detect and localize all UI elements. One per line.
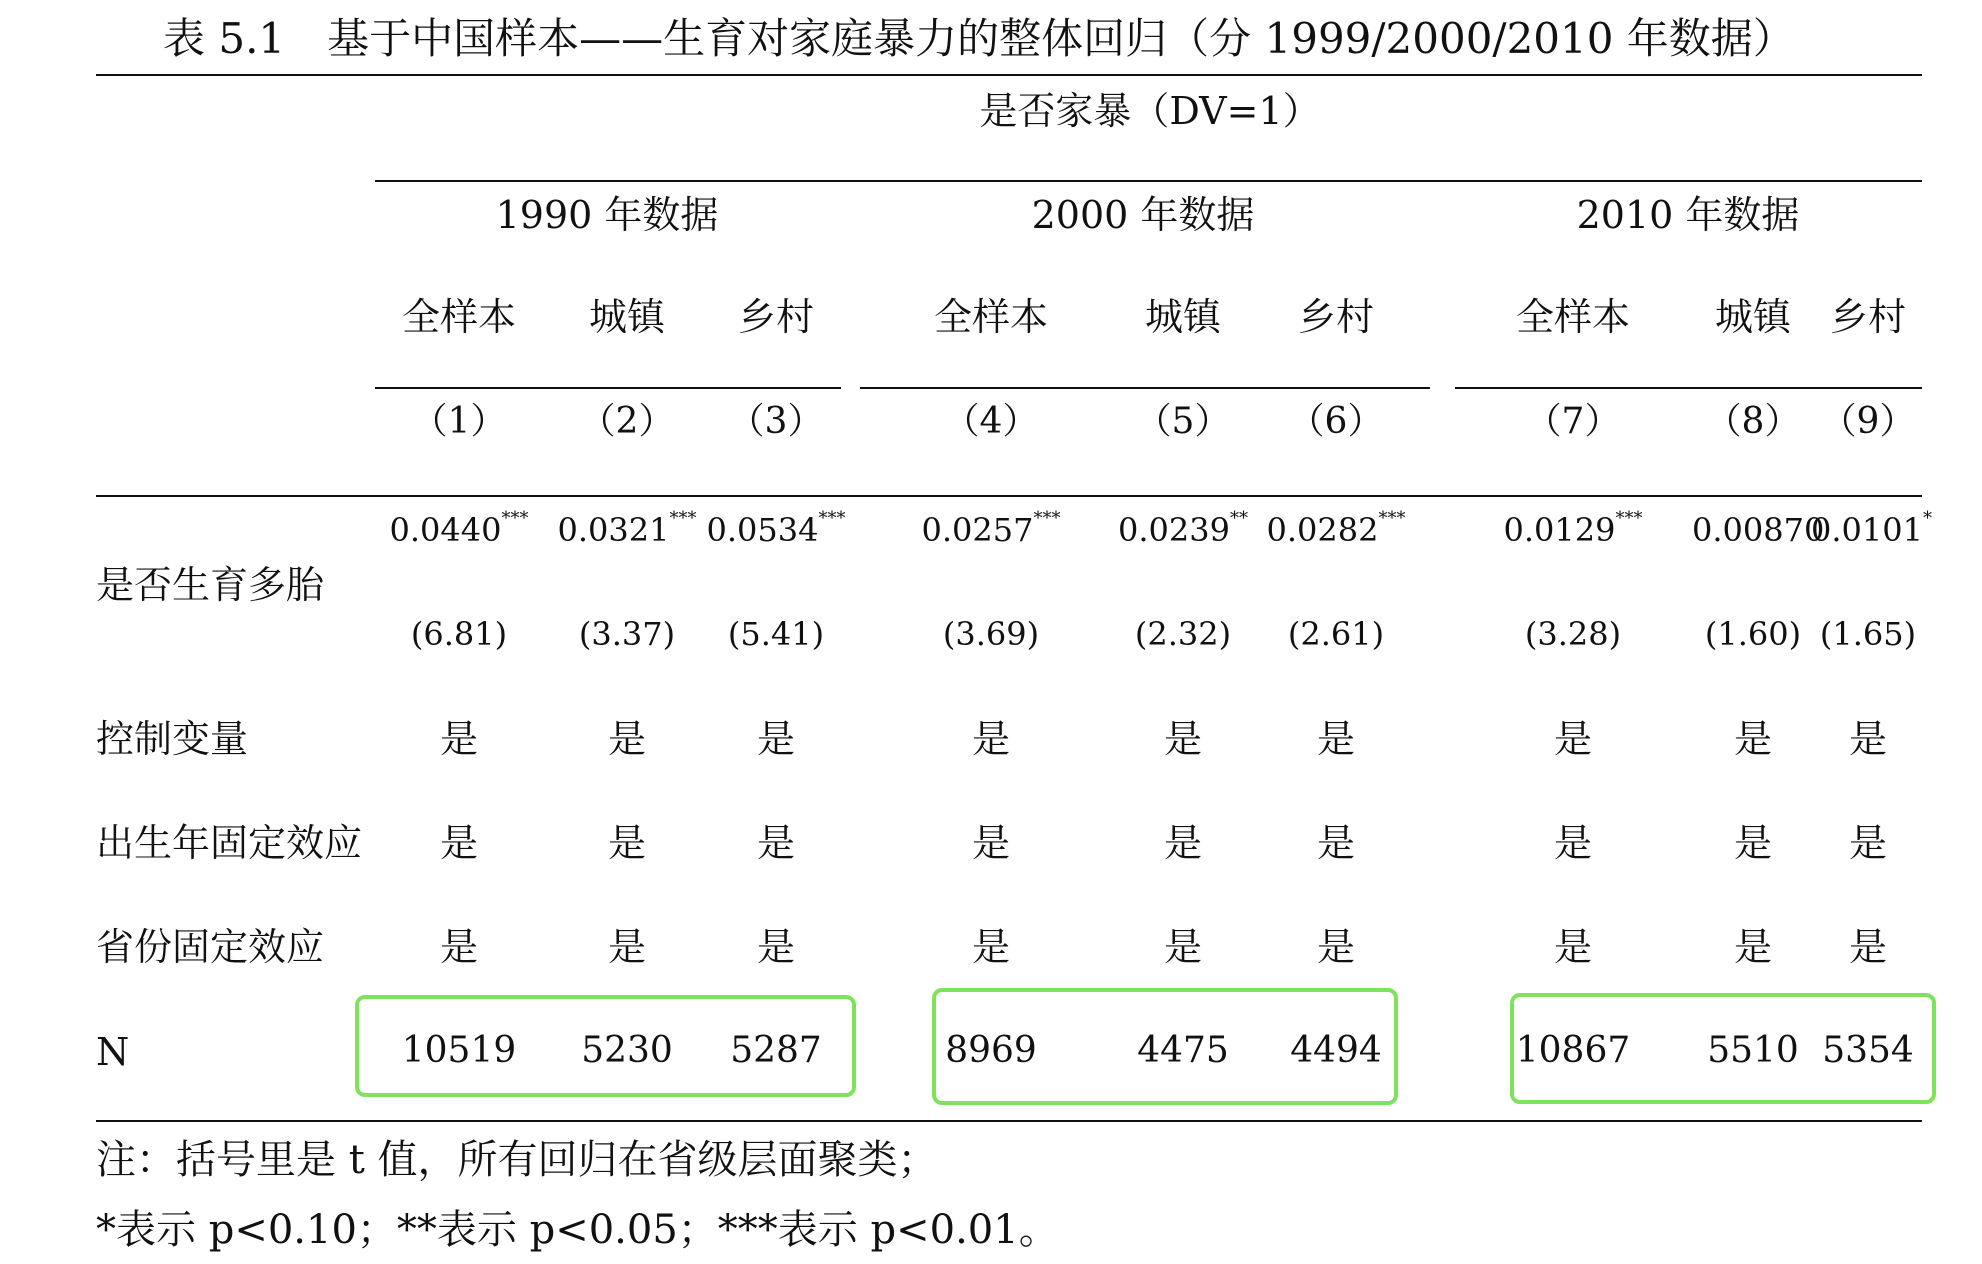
- table-cell: 是: [1163, 925, 1203, 969]
- subgroup-header: 乡村: [1829, 295, 1907, 339]
- table-title: 表 5.1 基于中国样本——生育对家庭暴力的整体回归（分 1999/2000/2010 年数据）: [163, 14, 1795, 63]
- table-cell: 是: [1733, 821, 1773, 865]
- table-cell: 是: [607, 925, 647, 969]
- table-cell: 是: [1163, 821, 1203, 865]
- table-cell: 是: [607, 821, 647, 865]
- t-value-cell: (2.32): [1134, 615, 1232, 653]
- table-cell: 是: [971, 717, 1011, 761]
- n-value-cell: 4494: [1290, 1030, 1382, 1071]
- column-number: （4）: [943, 401, 1039, 442]
- table-note-clustering: 注：括号里是 t 值，所有回归在省级层面聚类；: [96, 1137, 938, 1183]
- coefficient-cell: 0.0440***: [389, 508, 529, 549]
- table-cell: 是: [1163, 717, 1203, 761]
- table-cell: 是: [607, 717, 647, 761]
- table-cell: 是: [1848, 821, 1888, 865]
- table-cell: 是: [1316, 821, 1356, 865]
- row-label-controls: 控制变量: [96, 717, 249, 761]
- table-cell: 是: [971, 925, 1011, 969]
- column-number: （2）: [579, 401, 675, 442]
- t-value-cell: (5.41): [727, 615, 825, 653]
- year-header-2010: 2010 年数据: [1576, 193, 1800, 237]
- coefficient-cell: 0.0282***: [1266, 508, 1406, 549]
- dv-rule: [375, 180, 1922, 182]
- bottom-rule: [96, 1120, 1922, 1122]
- column-number: （7）: [1525, 401, 1621, 442]
- coefficient-cell: 0.0257***: [921, 508, 1061, 549]
- dv-label: 是否家暴（DV=1）: [979, 89, 1321, 133]
- column-number: （9）: [1820, 401, 1916, 442]
- table-cell: 是: [1848, 925, 1888, 969]
- subgroup-header: 乡村: [737, 295, 815, 339]
- table-cell: 是: [1553, 717, 1593, 761]
- table-cell: 是: [756, 821, 796, 865]
- table-cell: 是: [971, 821, 1011, 865]
- table-cell: 是: [1316, 925, 1356, 969]
- subgroup-header: 城镇: [1714, 295, 1792, 339]
- row-label-birth-year-fe: 出生年固定效应: [96, 821, 363, 865]
- row-label-n: N: [96, 1030, 130, 1074]
- subgroup-header: 乡村: [1297, 295, 1375, 339]
- n-value-cell: 5230: [581, 1030, 673, 1071]
- year-header-1990: 1990 年数据: [495, 193, 719, 237]
- t-value-cell: (1.60): [1704, 615, 1802, 653]
- subgroup-header: 全样本: [933, 295, 1049, 339]
- column-number: （3）: [728, 401, 824, 442]
- header-bottom-rule: [96, 495, 1922, 497]
- column-number: （1）: [411, 401, 507, 442]
- column-number: （6）: [1288, 401, 1384, 442]
- n-value-cell: 5287: [730, 1030, 822, 1071]
- t-value-cell: (6.81): [410, 615, 508, 653]
- t-value-cell: (3.37): [578, 615, 676, 653]
- coefficient-cell: 0.0239**: [1118, 508, 1248, 549]
- group-rule-1990: [375, 387, 841, 389]
- group-rule-2010: [1455, 387, 1922, 389]
- coefficient-cell: 0.00870: [1692, 511, 1825, 549]
- n-value-cell: 8969: [945, 1030, 1037, 1071]
- table-cell: 是: [439, 925, 479, 969]
- n-value-cell: 10519: [401, 1030, 517, 1071]
- coefficient-cell: 0.0534***: [706, 508, 846, 549]
- table-cell: 是: [439, 821, 479, 865]
- table-cell: 是: [1733, 717, 1773, 761]
- n-value-cell: 10867: [1515, 1030, 1631, 1071]
- table-cell: 是: [756, 717, 796, 761]
- n-value-cell: 5354: [1822, 1030, 1914, 1071]
- subgroup-header: 城镇: [588, 295, 666, 339]
- t-value-cell: (2.61): [1287, 615, 1385, 653]
- coefficient-cell: 0.0321***: [557, 508, 697, 549]
- row-label-province-fe: 省份固定效应: [96, 925, 325, 969]
- table-cell: 是: [1553, 925, 1593, 969]
- table-cell: 是: [1848, 717, 1888, 761]
- table-cell: 是: [439, 717, 479, 761]
- subgroup-header: 全样本: [1515, 295, 1631, 339]
- row-label-multi-birth: 是否生育多胎: [96, 563, 325, 607]
- t-value-cell: (1.65): [1819, 615, 1917, 653]
- group-rule-2000: [860, 387, 1430, 389]
- table-cell: 是: [1733, 925, 1773, 969]
- table-cell: 是: [756, 925, 796, 969]
- table-cell: 是: [1316, 717, 1356, 761]
- column-number: （8）: [1705, 401, 1801, 442]
- coefficient-cell: 0.0129***: [1503, 508, 1643, 549]
- t-value-cell: (3.69): [942, 615, 1040, 653]
- coefficient-cell: 0.0101*: [1811, 508, 1932, 549]
- column-number: （5）: [1135, 401, 1231, 442]
- n-value-cell: 5510: [1707, 1030, 1799, 1071]
- top-rule: [96, 74, 1922, 76]
- subgroup-header: 城镇: [1144, 295, 1222, 339]
- table-note-significance: *表示 p<0.10；**表示 p<0.05；***表示 p<0.01。: [96, 1207, 1059, 1253]
- n-value-cell: 4475: [1137, 1030, 1229, 1071]
- table-cell: 是: [1553, 821, 1593, 865]
- subgroup-header: 全样本: [401, 295, 517, 339]
- year-header-2000: 2000 年数据: [1031, 193, 1255, 237]
- t-value-cell: (3.28): [1524, 615, 1622, 653]
